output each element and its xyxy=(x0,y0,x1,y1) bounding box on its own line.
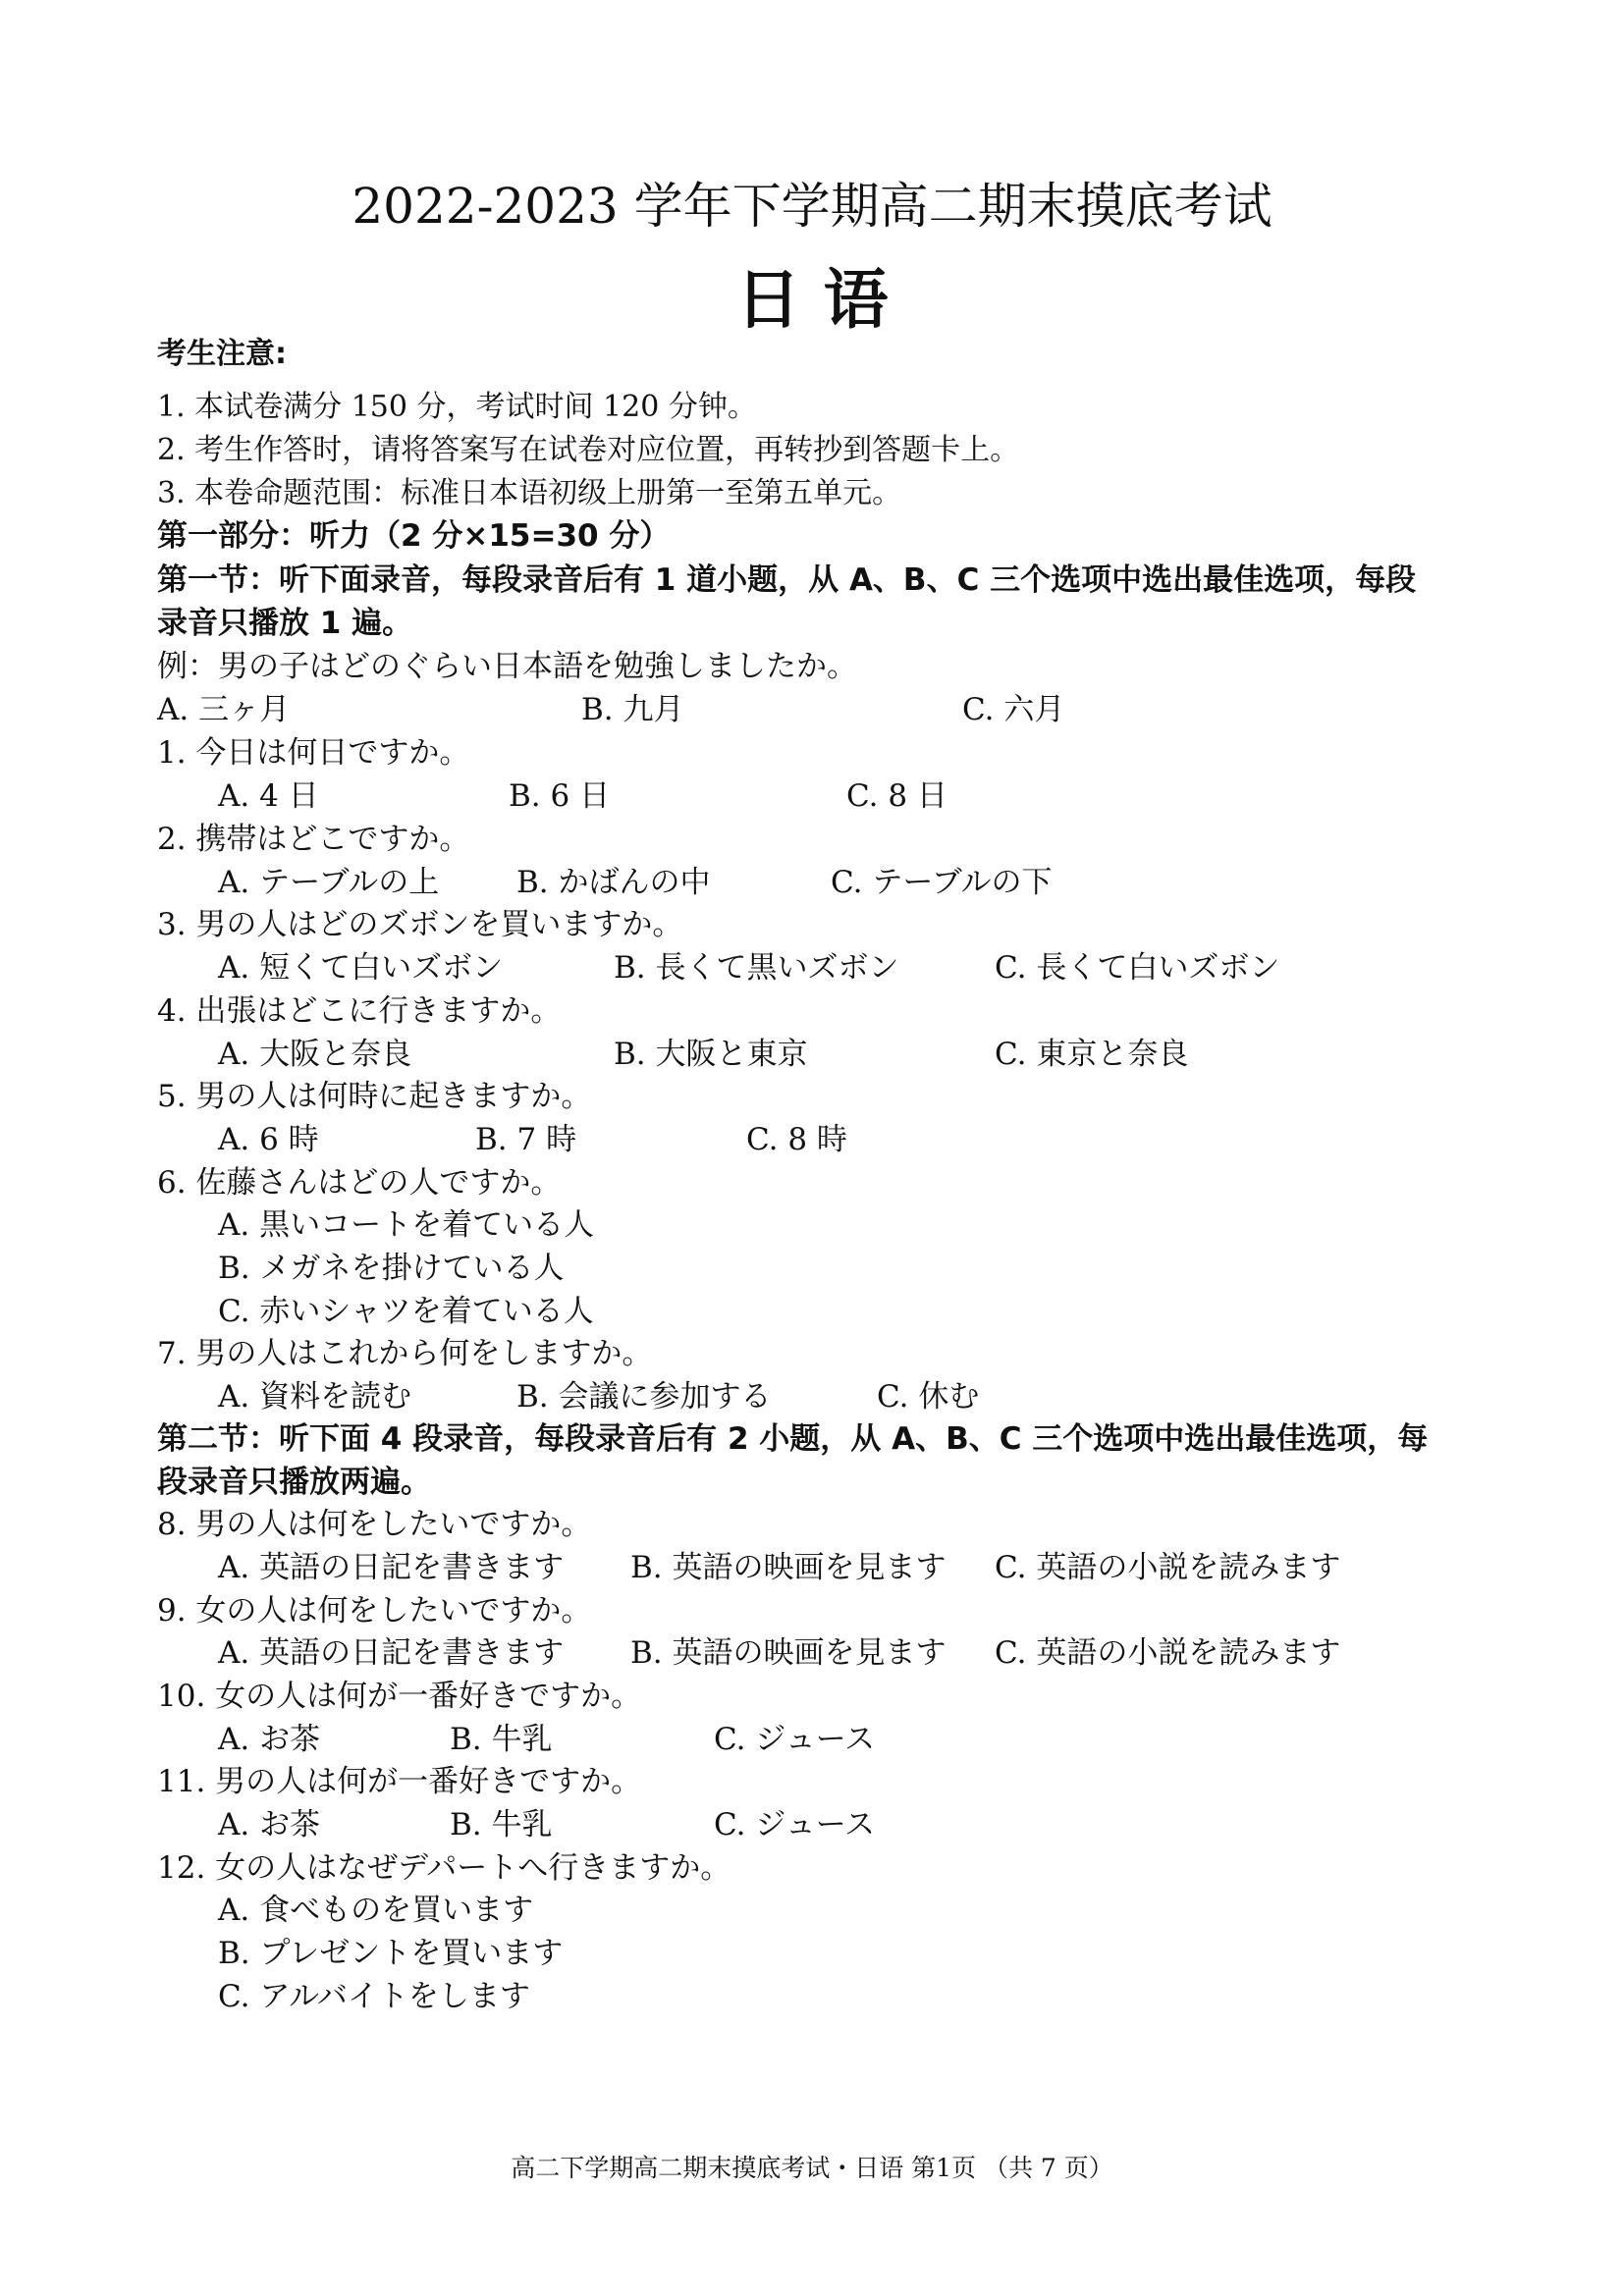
question-7: 7. 男の人はこれから何をしますか。 xyxy=(157,1336,653,1371)
question-3-option-c: C. 長くて白いズボン xyxy=(995,950,1280,986)
question-2-option-a: A. テーブルの上 xyxy=(218,865,440,900)
question-11-option-c: C. ジュース xyxy=(714,1807,876,1842)
question-9-option-c: C. 英語の小説を読みます xyxy=(995,1635,1341,1671)
question-6-option-a: A. 黒いコートを着ている人 xyxy=(218,1207,595,1243)
question-1-option-a: A. 4 日 xyxy=(218,778,319,814)
subject-title: 日 语 xyxy=(735,262,889,338)
question-5-option-a: A. 6 時 xyxy=(218,1122,319,1157)
question-10: 10. 女の人は何が一番好きですか。 xyxy=(157,1679,642,1714)
exam-title: 2022-2023 学年下学期高二期末摸底考试 xyxy=(352,178,1272,235)
question-3-option-a: A. 短くて白いズボン xyxy=(218,950,504,986)
page-footer: 高二下学期高二期末摸底考试・日语 第1页 （共 7 页） xyxy=(511,2154,1113,2182)
section1-instruction-line1: 第一节：听下面录音，每段录音后有 1 道小题，从 A、B、C 三个选项中选出最佳选项，每段 xyxy=(157,562,1417,598)
section2-instruction-line1: 第二节：听下面 4 段录音，每段录音后有 2 小题，从 A、B、C 三个选项中选出最佳选项，每 xyxy=(157,1421,1429,1457)
notice-heading: 考生注意: xyxy=(157,337,287,371)
question-6: 6. 佐藤さんはどの人ですか。 xyxy=(157,1165,562,1201)
notice-item-1: 1. 本试卷满分 150 分，考试时间 120 分钟。 xyxy=(157,390,757,424)
question-4-option-a: A. 大阪と奈良 xyxy=(218,1037,412,1072)
question-2-option-b: B. かばんの中 xyxy=(516,865,711,900)
question-9: 9. 女の人は何をしたいですか。 xyxy=(157,1593,592,1629)
section1-instruction-line2: 录音只播放 1 遍。 xyxy=(157,606,413,641)
question-11-option-a: A. お茶 xyxy=(218,1807,321,1842)
question-5: 5. 男の人は何時に起きますか。 xyxy=(157,1079,592,1114)
question-2: 2. 携帯はどこですか。 xyxy=(157,822,470,857)
question-4-option-b: B. 大阪と東京 xyxy=(614,1037,808,1072)
question-4-option-c: C. 東京と奈良 xyxy=(995,1037,1189,1072)
question-6-option-b: B. メガネを掛けている人 xyxy=(218,1251,565,1286)
question-8-option-a: A. 英語の日記を書きます xyxy=(218,1550,565,1585)
question-6-option-c: C. 赤いシャツを着ている人 xyxy=(218,1294,594,1329)
question-8: 8. 男の人は何をしたいですか。 xyxy=(157,1507,592,1542)
question-10-option-b: B. 牛乳 xyxy=(450,1722,553,1757)
question-1-option-b: B. 6 日 xyxy=(509,778,611,814)
question-12-option-c: C. アルバイトをします xyxy=(218,1979,530,2014)
question-4: 4. 出張はどこに行きますか。 xyxy=(157,993,562,1029)
question-5-option-b: B. 7 時 xyxy=(475,1122,577,1157)
question-12: 12. 女の人はなぜデパートへ行きますか。 xyxy=(157,1850,731,1886)
question-5-option-c: C. 8 時 xyxy=(746,1122,847,1157)
question-9-option-a: A. 英語の日記を書きます xyxy=(218,1635,565,1671)
notice-item-3: 3. 本卷命题范围：标准日本语初级上册第一至第五单元。 xyxy=(157,476,902,510)
question-11: 11. 男の人は何が一番好きですか。 xyxy=(157,1764,642,1799)
section2-instruction-line2: 段录音只播放两遍。 xyxy=(157,1465,431,1500)
question-7-option-b: B. 会議に参加する xyxy=(516,1379,772,1415)
question-1-option-c: C. 8 日 xyxy=(846,778,947,814)
question-8-option-c: C. 英語の小説を読みます xyxy=(995,1550,1341,1585)
example-option-a: A. 三ヶ月 xyxy=(157,692,291,727)
question-12-option-a: A. 食べものを買います xyxy=(218,1893,534,1928)
question-11-option-b: B. 牛乳 xyxy=(450,1807,553,1842)
question-10-option-c: C. ジュース xyxy=(714,1722,876,1757)
question-12-option-b: B. プレゼントを買います xyxy=(218,1936,564,1971)
question-2-option-c: C. テーブルの下 xyxy=(831,865,1053,900)
question-10-option-a: A. お茶 xyxy=(218,1722,321,1757)
question-7-option-a: A. 資料を読む xyxy=(218,1379,412,1415)
example-option-c: C. 六月 xyxy=(962,692,1065,727)
question-3-option-b: B. 長くて黒いズボン xyxy=(614,950,899,986)
part1-heading: 第一部分：听力（2 分×15=30 分） xyxy=(157,518,671,554)
example-question: 例：男の子はどのぐらい日本語を勉強しましたか。 xyxy=(157,649,857,684)
example-option-b: B. 九月 xyxy=(581,692,684,727)
question-7-option-c: C. 休む xyxy=(877,1379,980,1415)
notice-item-2: 2. 考生作答时，请将答案写在试卷对应位置，再转抄到答题卡上。 xyxy=(157,433,1020,467)
question-3: 3. 男の人はどのズボンを買いますか。 xyxy=(157,907,683,942)
question-1: 1. 今日は何日ですか。 xyxy=(157,735,470,771)
question-9-option-b: B. 英語の映画を見ます xyxy=(630,1635,947,1671)
question-8-option-b: B. 英語の映画を見ます xyxy=(630,1550,947,1585)
